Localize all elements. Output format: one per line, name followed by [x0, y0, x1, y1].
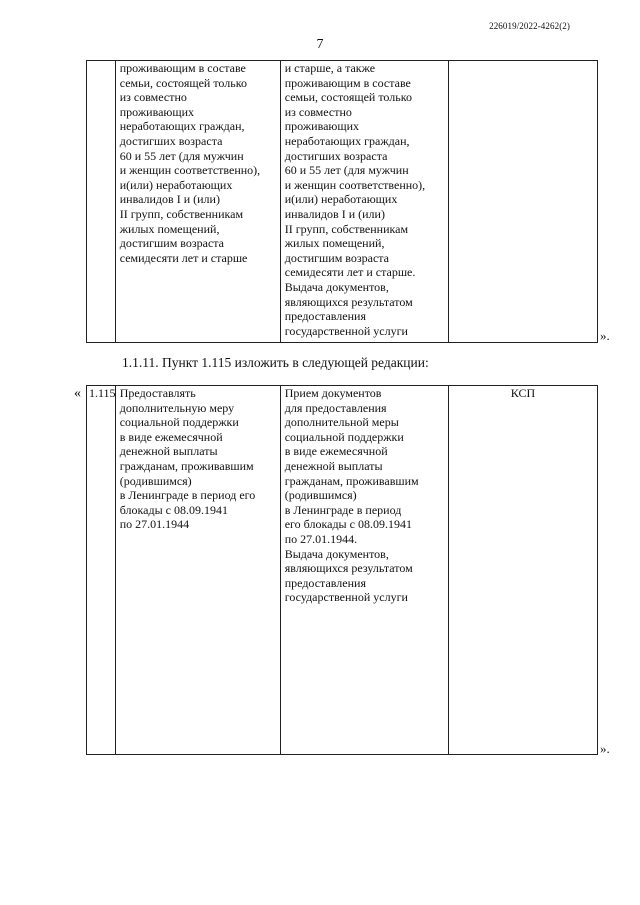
page-number: 7 — [316, 37, 324, 52]
text-line: в Ленинграде в период его — [119, 488, 256, 503]
organization-code: КСП — [510, 386, 536, 400]
text-line: инвалидов I и (или) — [119, 192, 220, 207]
text-line: государственной услуги — [284, 323, 408, 338]
text-line: семидесяти лет и старше. — [284, 265, 416, 280]
cell-number — [87, 386, 116, 755]
text-line: Предоставлять — [119, 386, 196, 400]
text-line: из совместно — [284, 104, 352, 119]
cell-result-description — [280, 386, 448, 755]
text-line: блокады с 08.09.1941 — [119, 502, 228, 517]
cell-lines — [120, 61, 276, 265]
table-row — [87, 61, 598, 343]
text-line: предоставления — [284, 575, 366, 590]
text-line: гражданам, проживавшим — [119, 458, 254, 473]
cell-service-description — [115, 61, 280, 343]
text-line: семьи, состоящей только — [119, 75, 247, 90]
cell-lines — [120, 386, 276, 532]
cell-organization — [448, 386, 597, 755]
cell-lines — [285, 386, 444, 605]
text-line: инвалидов I и (или) — [284, 206, 385, 221]
text-line: по 27.01.1944. — [284, 531, 358, 546]
text-line: являющихся результатом — [284, 561, 413, 576]
text-line: дополнительной меры — [284, 415, 399, 430]
text-line: жилых помещений, — [284, 236, 385, 251]
text-line: дополнительную меру — [119, 400, 235, 415]
text-line: достигшим возраста — [119, 236, 225, 251]
text-line: Выдача документов, — [284, 546, 389, 561]
text-line: 60 и 55 лет (для мужчин — [284, 163, 409, 178]
closing-quote: ». — [600, 328, 610, 343]
text-line: Прием документов — [284, 386, 382, 400]
table-continuation — [86, 60, 598, 343]
text-line: достигшим возраста — [284, 250, 390, 265]
text-line: 60 и 55 лет (для мужчин — [119, 148, 244, 163]
text-line: гражданам, проживавшим — [284, 473, 419, 488]
text-line: II групп, собственникам — [119, 206, 244, 221]
text-line: денежной выплаты — [284, 458, 383, 473]
opening-quote: « — [74, 386, 81, 401]
table-item-1115 — [86, 385, 598, 755]
text-line: для предоставления — [284, 400, 387, 415]
text-line: денежной выплаты — [119, 444, 218, 459]
text-line: семидесяти лет и старше — [119, 250, 248, 265]
text-line: и женщин соответственно), — [284, 177, 426, 192]
text-line: из совместно — [119, 90, 187, 105]
text-line: и(или) неработающих — [284, 192, 398, 207]
cell-result-description — [280, 61, 448, 343]
document-id: 226019/2022-4262(2) — [489, 21, 570, 31]
text-line: проживающих — [284, 119, 360, 134]
closing-quote: ». — [600, 741, 610, 756]
text-line: предоставления — [284, 309, 366, 324]
text-line: проживающим в составе — [119, 61, 246, 75]
cell-lines — [285, 61, 444, 338]
text-line: неработающих граждан, — [119, 119, 245, 134]
text-line: его блокады с 08.09.1941 — [284, 517, 412, 532]
table-row — [87, 386, 598, 755]
text-line: II групп, собственникам — [284, 221, 409, 236]
text-line: социальной поддержки — [284, 429, 404, 444]
text-line: и женщин соответственно), — [119, 163, 261, 178]
text-line: проживающих — [119, 104, 195, 119]
text-line: неработающих граждан, — [284, 133, 410, 148]
text-line: (родившимся) — [119, 473, 192, 488]
text-line: достигших возраста — [284, 148, 388, 163]
text-line: являющихся результатом — [284, 294, 413, 309]
text-line: Выдача документов, — [284, 279, 389, 294]
text-line: достигших возраста — [119, 133, 223, 148]
text-line: в Ленинграде в период — [284, 502, 402, 517]
text-line: и старше, а также — [284, 61, 376, 75]
text-line: и(или) неработающих — [119, 177, 233, 192]
text-line: жилых помещений, — [119, 221, 220, 236]
text-line: государственной услуги — [284, 590, 408, 605]
text-line: в виде ежемесячной — [119, 429, 223, 444]
cell-organization — [448, 61, 597, 343]
text-line: по 27.01.1944 — [119, 517, 190, 532]
text-line: проживающим в составе — [284, 75, 411, 90]
text-line: социальной поддержки — [119, 415, 239, 430]
text-line: в виде ежемесячной — [284, 444, 388, 459]
cell-number — [87, 61, 116, 343]
item-number: 1.115 — [89, 386, 116, 400]
text-line: семьи, состоящей только — [284, 90, 412, 105]
cell-service-description — [115, 386, 280, 755]
text-line: (родившимся) — [284, 488, 357, 503]
amendment-paragraph: 1.1.11. Пункт 1.115 изложить в следующей редакции: — [122, 355, 429, 370]
